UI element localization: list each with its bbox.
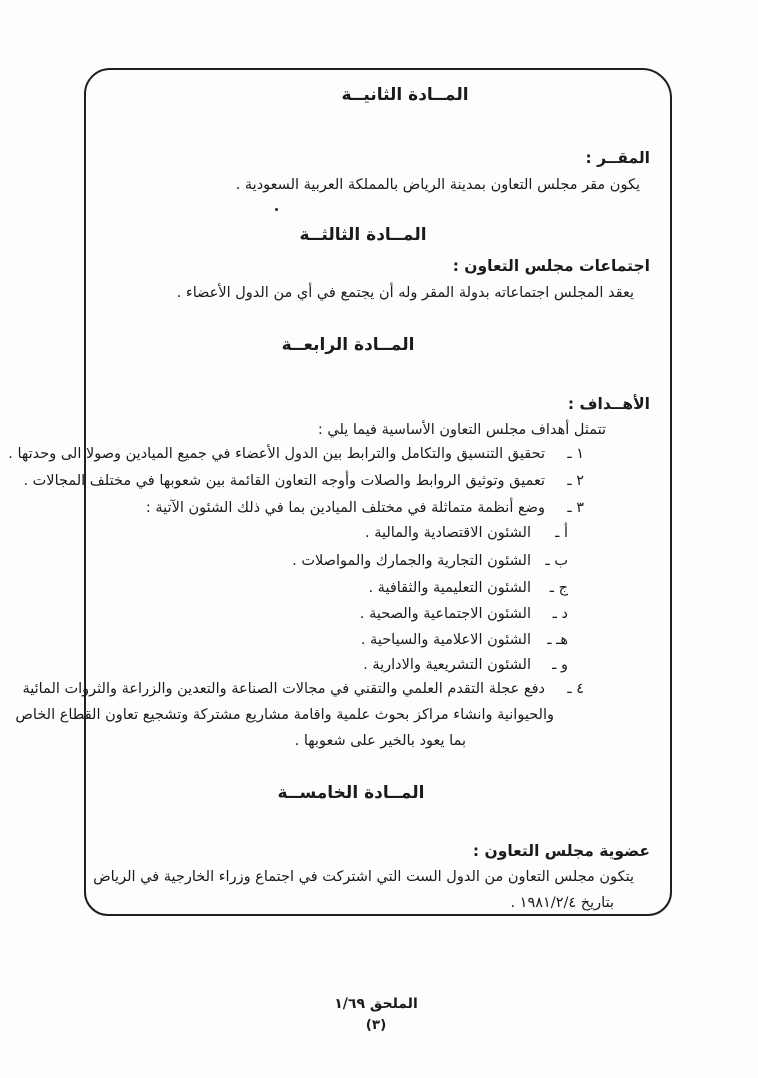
article-3-title: المــادة الثالثــة: [299, 225, 427, 245]
page-footer: [84, 996, 668, 1033]
sub-item-j: [86, 578, 670, 598]
sub-item-b-letter: ب ـ: [545, 553, 568, 569]
goal-item-4-line-3: بما يعود بالخير على شعوبها .: [294, 733, 466, 749]
sub-item-a-text: الشئون الاقتصادية والمالية .: [364, 525, 531, 541]
goal-2-text: تعميق وتوثيق الروابط والصلات وأوجه التعاون القائمة بين شعوبها في مختلف المجالات .: [23, 473, 545, 489]
goal-4-number: ٤ ـ: [567, 681, 584, 697]
goal-4-text-line-1: دفع عجلة التقدم العلمي والتقني في مجالات الصناعة والتعدين والزراعة والثروات المائية: [22, 681, 545, 697]
sub-item-a-letter: أ ـ: [555, 525, 568, 541]
sub-item-h-text: الشئون الاعلامية والسياحية .: [360, 632, 531, 648]
sub-item-w: [86, 655, 670, 675]
goal-1-text: تحقيق التنسيق والتكامل والترابط بين الدول الأعضاء في جميع الميادين وصولا الى وحدتها .: [8, 446, 545, 462]
sub-item-d: [86, 604, 670, 624]
sub-item-b-text: الشئون التجارية والجمارك والمواصلات .: [292, 553, 531, 569]
sub-item-j-letter: ج ـ: [549, 580, 568, 596]
goal-item-1: [8, 444, 670, 464]
goal-2-number: ٢ ـ: [567, 473, 584, 489]
article-5-title: المــادة الخامســة: [277, 783, 425, 803]
goal-item-3: [86, 498, 670, 518]
membership-section-label: عضوية مجلس التعاون :: [472, 842, 650, 860]
goal-1-number: ١ ـ: [567, 446, 584, 462]
goal-item-2: [23, 471, 670, 491]
stray-ink-dot: [275, 208, 278, 211]
sub-item-b: [86, 551, 670, 571]
sub-item-a: [86, 523, 670, 543]
goal-3-number: ٣ ـ: [567, 500, 584, 516]
article-4-title: المــادة الرابعــة: [281, 335, 415, 355]
page-number: (٣): [365, 1017, 387, 1033]
sub-item-h-letter: هـ ـ: [547, 632, 568, 648]
sub-item-w-text: الشئون التشريعية والادارية .: [363, 657, 531, 673]
meetings-body-text: يعقد المجلس اجتماعاته بدولة المقر وله أن يجتمع في أي من الدول الأعضاء .: [176, 285, 634, 301]
goal-3-text: وضع أنظمة متماثلة في مختلف الميادين بما في ذلك الشئون الآتية :: [145, 500, 545, 516]
sub-item-d-text: الشئون الاجتماعية والصحية .: [359, 606, 531, 622]
sub-item-j-text: الشئون التعليمية والثقافية .: [368, 580, 531, 596]
annex-label: الملحق ١/٦٩: [334, 996, 418, 1012]
article-2-title: المــادة الثانيــة: [341, 85, 469, 105]
sub-item-h: [86, 630, 670, 650]
document-border-frame: [8, 68, 672, 916]
membership-body-line-1: يتكون مجلس التعاون من الدول الست التي اشتركت في اجتماع وزراء الخارجية في الرياض: [93, 869, 634, 885]
objectives-intro-text: تتمثل أهداف مجلس التعاون الأساسية فيما يلي :: [317, 422, 606, 438]
membership-body-line-2: بتاريخ ١٩٨١/٢/٤ .: [510, 895, 614, 911]
sub-item-d-letter: د ـ: [552, 606, 568, 622]
sub-item-w-letter: و ـ: [552, 657, 568, 673]
goal-item-4-line-2: والحيوانية وانشاء مراكز بحوث علمية واقامة مشاريع مشتركة وتشجيع تعاون القطاع الخاص: [15, 707, 554, 723]
meetings-section-label: اجتماعات مجلس التعاون :: [452, 257, 650, 275]
headquarters-body-text: يكون مقر مجلس التعاون بمدينة الرياض بالمملكة العربية السعودية .: [235, 177, 640, 193]
objectives-section-label: الأهــداف :: [567, 395, 650, 413]
headquarters-section-label: المقــر :: [585, 149, 650, 167]
goal-item-4-line-1: [22, 679, 670, 699]
